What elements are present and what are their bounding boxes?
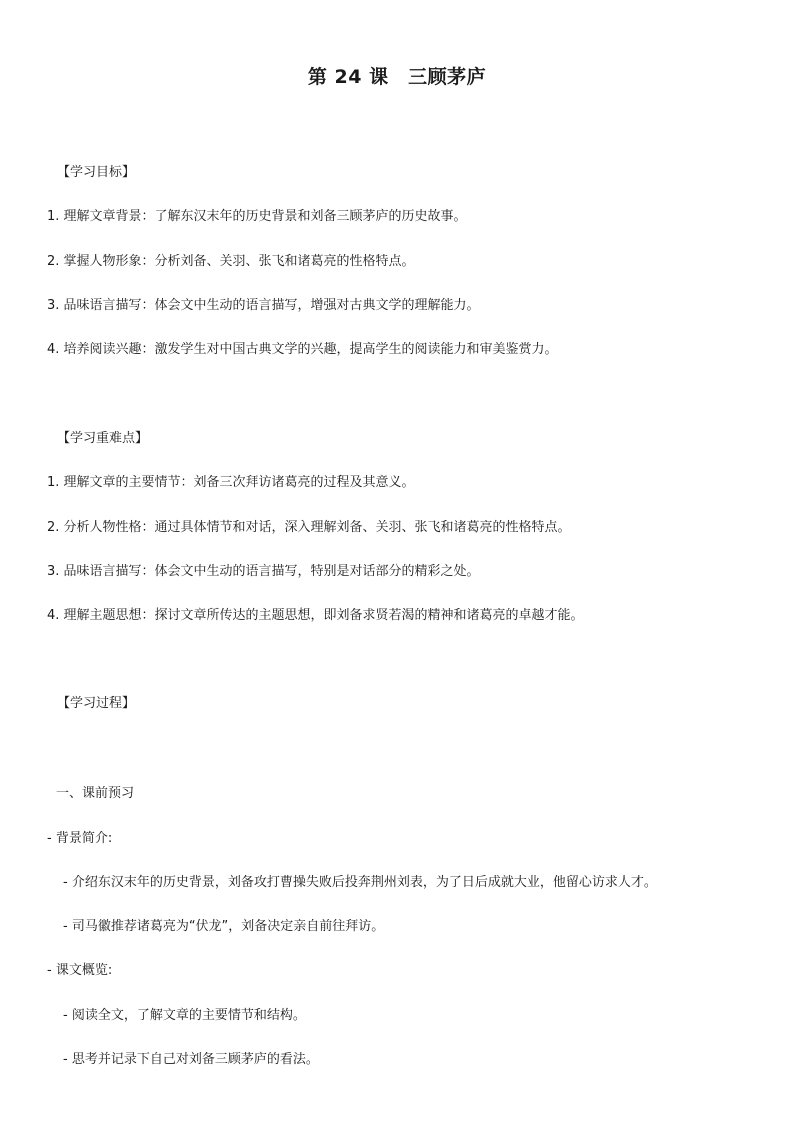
overview-item-1: - 阅读全文，了解文章的主要情节和结构。 <box>63 1008 306 1023</box>
objective-item-1: 1. 理解文章背景：了解东汉末年的历史背景和刘备三顾茅庐的历史故事。 <box>47 209 467 224</box>
objectives-heading: 【学习目标】 <box>57 165 136 180</box>
background-item-1: - 介绍东汉末年的历史背景，刘备攻打曹操失败后投奔荆州刘表，为了日后成就大业，他留心访求人才。 <box>63 875 657 890</box>
background-label: - 背景简介: <box>47 831 113 846</box>
key-point-item-1: 1. 理解文章的主要情节：刘备三次拜访诸葛亮的过程及其意义。 <box>47 475 415 490</box>
objective-item-3: 3. 品味语言描写：体会文中生动的语言描写，增强对古典文学的理解能力。 <box>47 298 480 313</box>
key-point-item-3: 3. 品味语言描写：体会文中生动的语言描写，特别是对话部分的精彩之处。 <box>47 564 480 579</box>
overview-label: - 课文概览: <box>47 963 113 978</box>
key-point-item-2: 2. 分析人物性格：通过具体情节和对话，深入理解刘备、关羽、张飞和诸葛亮的性格特点。 <box>47 520 571 535</box>
objective-item-4: 4. 培养阅读兴趣：激发学生对中国古典文学的兴趣，提高学生的阅读能力和审美鉴赏力。 <box>47 342 558 357</box>
overview-item-2: - 思考并记录下自己对刘备三顾茅庐的看法。 <box>63 1052 319 1067</box>
process-heading: 【学习过程】 <box>57 696 136 711</box>
key-points-heading: 【学习重难点】 <box>57 431 149 446</box>
objective-item-2: 2. 掌握人物形象：分析刘备、关羽、张飞和诸葛亮的性格特点。 <box>47 254 415 269</box>
lesson-title: 第 24 课 三顾茅庐 <box>307 66 487 88</box>
section-heading-preview: 一、课前预习 <box>56 786 135 801</box>
background-item-2: - 司马徽推荐诸葛亮为“伏龙”，刘备决定亲自前往拜访。 <box>63 919 385 934</box>
key-point-item-4: 4. 理解主题思想：探讨文章所传达的主题思想，即刘备求贤若渴的精神和诸葛亮的卓越才能。 <box>47 608 584 623</box>
